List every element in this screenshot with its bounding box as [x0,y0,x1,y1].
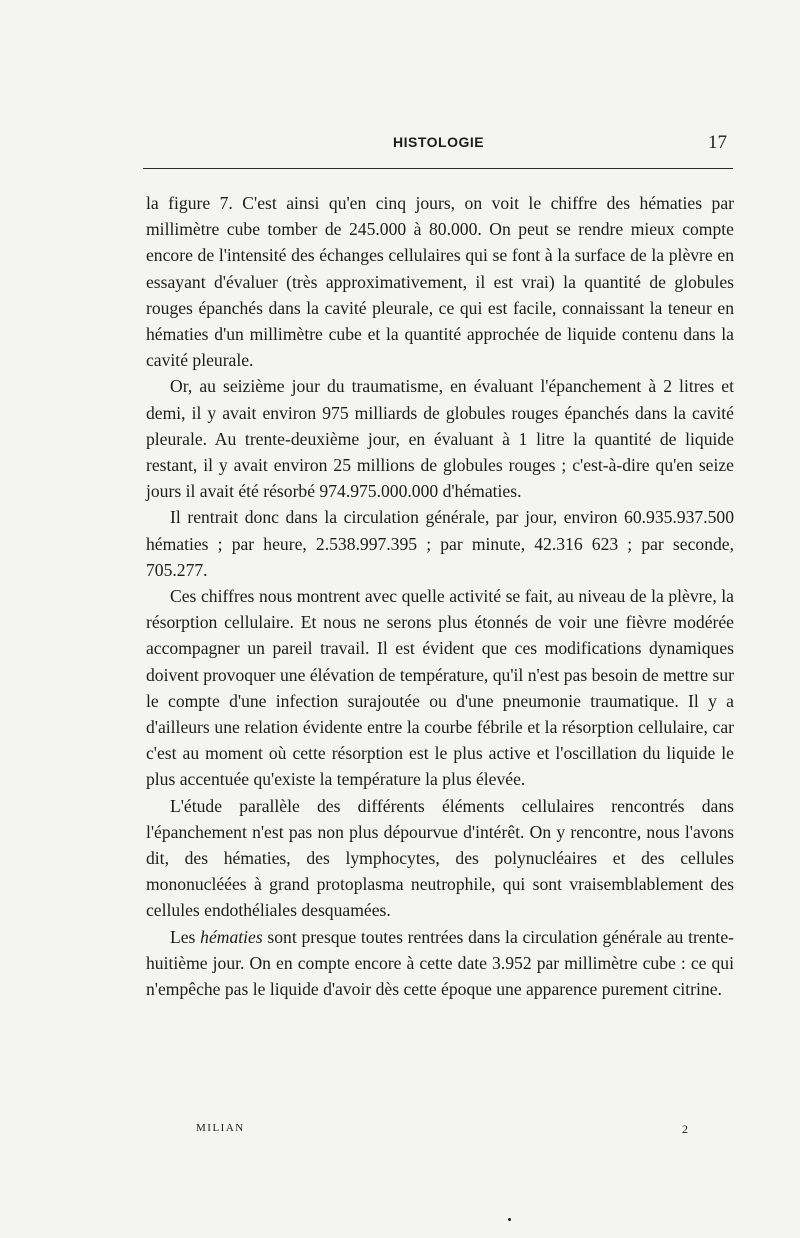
page-footer [196,1122,688,1142]
page-header [143,128,733,169]
print-speck [508,1218,511,1221]
paragraph [146,793,734,924]
text-run: Or, au seizième jour du traumatisme, en évaluant l'épanchement à 2 litres et demi, il y avait environ 975 milliards de globules rouges épanchés dans la cavité pleurale. Au trente-deuxième jour, en évaluant à 1 litre la quantité de liquide restant, il y avait environ 25 millions de globules rouges ; c'est-à-dire qu'en seize jours il avait été résorbé 974.975.000.000 d'hématies. [146,376,734,502]
italic-text: hématies [200,926,263,947]
paragraph [146,924,734,1003]
text-run: Les [170,926,201,947]
paragraph [146,504,734,583]
signature-mark: MILIAN [196,1122,245,1134]
paragraph [146,373,734,504]
body-text [146,190,734,1002]
text-run: sont presque toutes rentrées dans la circulation générale au trente-huitième jour. On en compte encore à cette date 3.952 par millimètre cube : ce qui n'empêche pas le liquide d'avoir dès cette époque une apparence purement citrine. [146,926,734,1000]
text-run: Il rentrait donc dans la circulation générale, par jour, environ 60.935.937.500 hématies ; par heure, 2.538.997.395 ; par minute, 42.316 623 ; par seconde, 705.277. [146,507,734,580]
text-run: Ces chiffres nous montrent avec quelle activité se fait, au niveau de la plèvre, la résorption cellulaire. Et nous ne serons plus étonnés de voir une fièvre modérée accompagner un pareil travail. Il est évident que ces modifications dynamiques doivent provoquer une élévation de température, qu'il n'est pas besoin de mettre sur le compte d'une infection surajoutée ou d'une pneumonie traumatique. Il y a d'ailleurs une relation évidente entre la courbe fébrile et la résorption cellulaire, car c'est au moment où cette résorption est le plus active et l'oscillation du liquide le plus accentuée qu'existe la température la plus élevée. [146,586,734,790]
text-run: L'étude parallèle des différents éléments cellulaires rencontrés dans l'épanchement n'est pas non plus dépourvue d'intérêt. On y rencontre, nous l'avons dit, des hématies, des lymphocytes, des polynucléaires et des cellules mononucléées à grand protoplasma neutrophile, qui sont vraisemblablement des cellules endothéliales desquamées. [146,795,734,921]
page-number: 17 [708,132,727,153]
paragraph [146,190,734,373]
signature-number: 2 [682,1122,688,1136]
paragraph [146,583,734,793]
running-title: HISTOLOGIE [393,134,485,150]
text-run: la figure 7. C'est ainsi qu'en cinq jours, on voit le chiffre des hématies par millimètre cube tomber de 245.000 à 80.000. On peut se rendre mieux compte encore de l'intensité des échanges cellulaires qui se font à la surface de la plèvre en essayant d'évaluer (très approximativement, il est vrai) la quantité de globules rouges épanchés dans la cavité pleurale, ce qui est facile, connaissant la teneur en hématies d'un millimètre cube et la quantité approchée de liquide contenu dans la cavité pleurale. [146,193,734,371]
